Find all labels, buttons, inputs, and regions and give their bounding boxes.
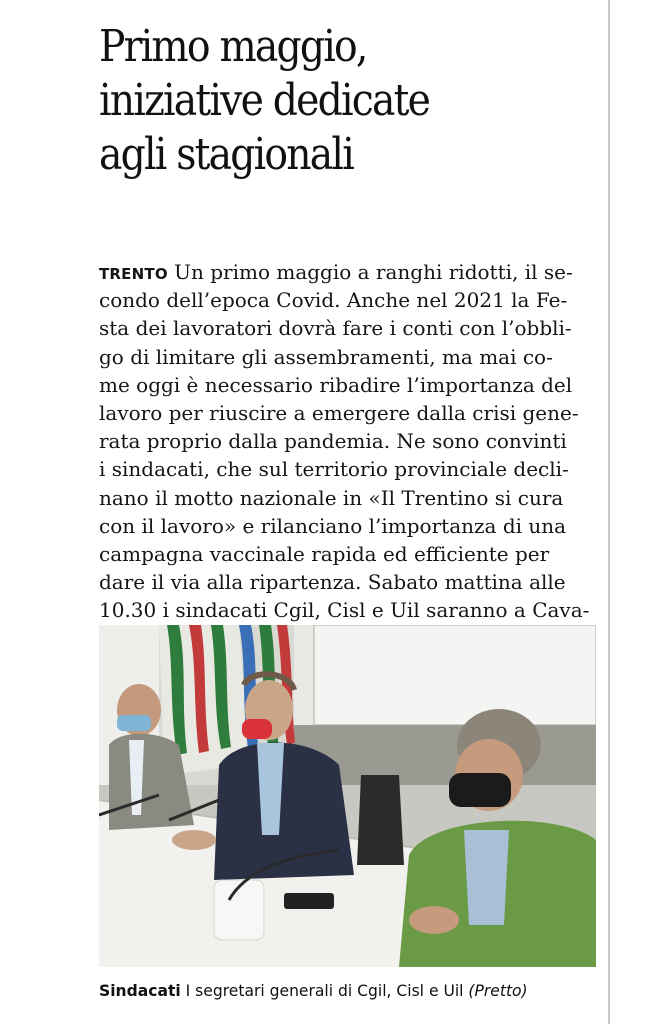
body-line: me oggi è necessario ribadire l’importanza del <box>99 372 573 397</box>
body-line: dare il via alla ripartenza. Sabato mattina alle <box>99 570 566 595</box>
body-line: go di limitare gli assembramenti, ma mai co- <box>99 344 553 369</box>
news-photo <box>99 625 596 967</box>
headline-line: agli stagionali <box>99 129 353 180</box>
headline-line: iniziative dedicate <box>99 75 430 126</box>
body-line: con il lavoro» e rilanciano l’importanza di una <box>99 513 567 538</box>
body-line: lavoro per riuscire a emergere dalla crisi gene- <box>99 400 579 425</box>
caption-text: segretari generali di Cgil, Cisl e Uil <box>195 981 469 1000</box>
caption-credit: (Pretto) <box>468 981 528 1000</box>
column-rule <box>608 0 610 1024</box>
body-line: i sindacati, che sul territorio provinciale decli- <box>99 457 569 482</box>
body-line: rata proprio dalla pandemia. Ne sono convinti <box>99 429 567 454</box>
dateline: TRENTO <box>99 265 168 283</box>
article-body <box>99 258 595 624</box>
caption-label: Sindacati <box>99 981 181 1000</box>
photo-caption <box>99 980 585 1002</box>
body-line: 10.30 i sindacati Cgil, Cisl e Uil saranno a Cava- <box>99 598 590 623</box>
body-line: sta dei lavoratori dovrà fare i conti con l’obbli- <box>99 316 572 341</box>
headline-line: Primo maggio, <box>99 21 367 72</box>
body-line-text: Un primo maggio a ranghi ridotti, il se- <box>174 260 573 284</box>
caption-separator: I <box>180 981 196 1000</box>
body-line: condo dell’epoca Covid. Anche nel 2021 la Fe- <box>99 288 568 313</box>
body-line: nano il motto nazionale in «Il Trentino si cura <box>99 485 564 510</box>
body-line <box>99 258 595 286</box>
body-line: campagna vaccinale rapida ed efficiente per <box>99 541 550 566</box>
chair <box>357 775 404 865</box>
headline <box>99 20 599 182</box>
